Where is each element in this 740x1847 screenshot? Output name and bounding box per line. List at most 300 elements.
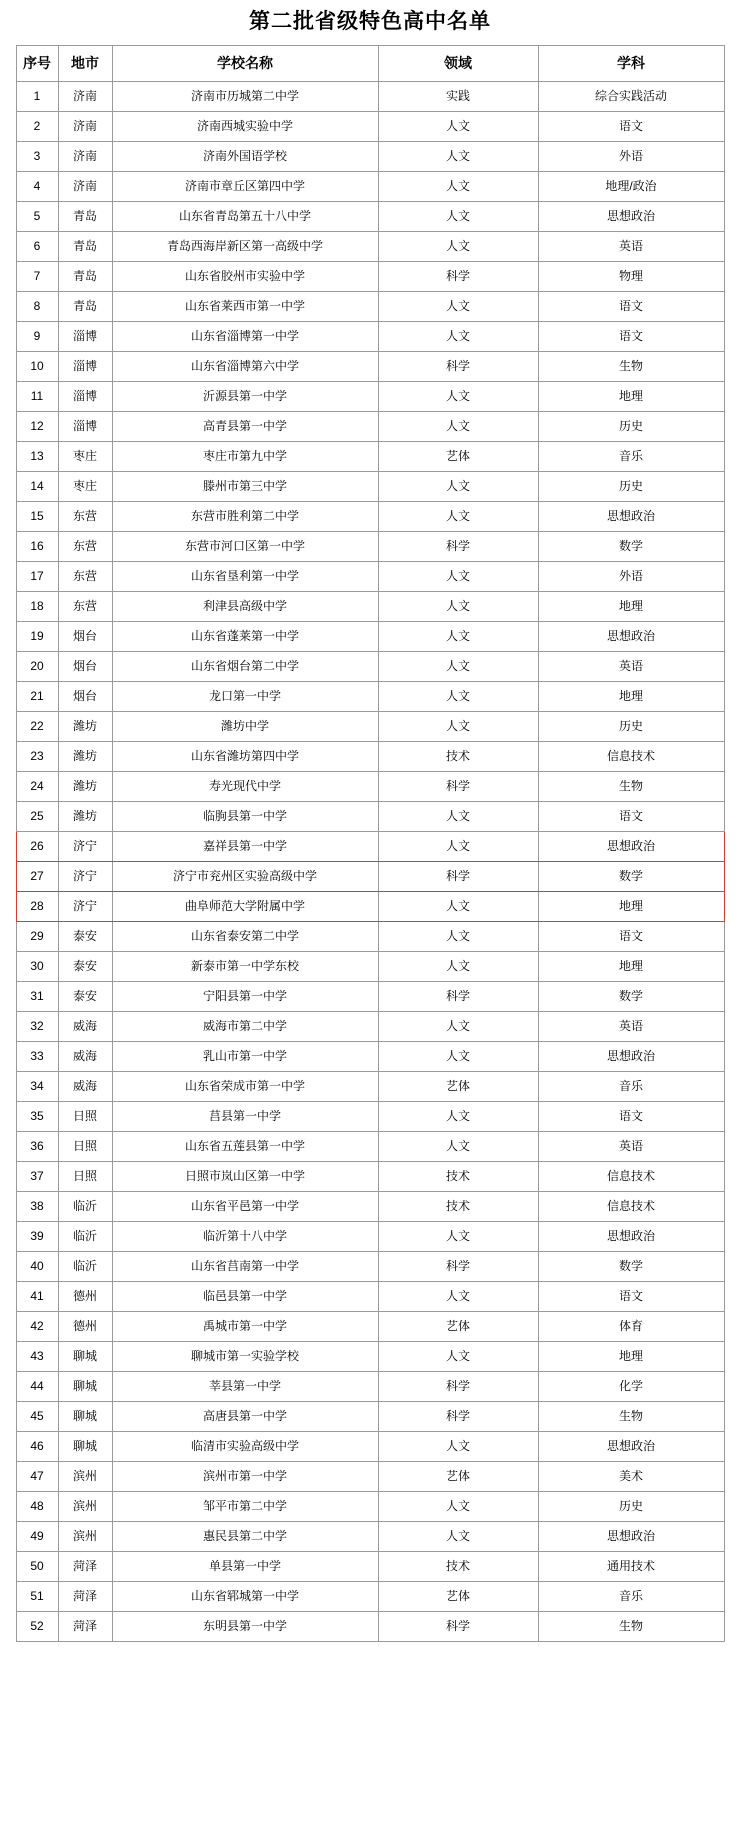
table-row bbox=[16, 142, 724, 172]
cell-subject: 语文 bbox=[538, 1282, 724, 1312]
cell-school: 山东省泰安第二中学 bbox=[112, 922, 378, 952]
table-row bbox=[16, 712, 724, 742]
table-row bbox=[16, 112, 724, 142]
cell-field: 科学 bbox=[378, 1372, 538, 1402]
cell-city: 济宁 bbox=[58, 832, 112, 862]
table-row bbox=[16, 1042, 724, 1072]
cell-school: 山东省平邑第一中学 bbox=[112, 1192, 378, 1222]
cell-field: 艺体 bbox=[378, 1312, 538, 1342]
cell-index: 9 bbox=[16, 322, 58, 352]
cell-subject: 数学 bbox=[538, 862, 724, 892]
cell-city: 枣庄 bbox=[58, 472, 112, 502]
cell-subject: 信息技术 bbox=[538, 742, 724, 772]
column-header-subject: 学科 bbox=[538, 46, 724, 82]
cell-city: 济南 bbox=[58, 112, 112, 142]
cell-field: 人文 bbox=[378, 832, 538, 862]
cell-school: 邹平市第二中学 bbox=[112, 1492, 378, 1522]
cell-school: 山东省郓城第一中学 bbox=[112, 1582, 378, 1612]
cell-subject: 生物 bbox=[538, 1402, 724, 1432]
table-row bbox=[16, 952, 724, 982]
cell-field: 科学 bbox=[378, 862, 538, 892]
table-row bbox=[16, 1372, 724, 1402]
cell-index: 31 bbox=[16, 982, 58, 1012]
table-header-row bbox=[16, 46, 724, 82]
cell-index: 45 bbox=[16, 1402, 58, 1432]
cell-index: 38 bbox=[16, 1192, 58, 1222]
cell-field: 人文 bbox=[378, 172, 538, 202]
table-row bbox=[16, 802, 724, 832]
cell-school: 威海市第二中学 bbox=[112, 1012, 378, 1042]
cell-subject: 地理 bbox=[538, 1342, 724, 1372]
cell-index: 26 bbox=[16, 832, 58, 862]
cell-city: 日照 bbox=[58, 1102, 112, 1132]
cell-index: 29 bbox=[16, 922, 58, 952]
cell-city: 德州 bbox=[58, 1312, 112, 1342]
cell-subject: 音乐 bbox=[538, 1582, 724, 1612]
cell-subject: 地理 bbox=[538, 952, 724, 982]
cell-field: 人文 bbox=[378, 1492, 538, 1522]
cell-city: 威海 bbox=[58, 1042, 112, 1072]
cell-field: 艺体 bbox=[378, 1072, 538, 1102]
cell-city: 青岛 bbox=[58, 262, 112, 292]
cell-school: 济南市历城第二中学 bbox=[112, 82, 378, 112]
table-row bbox=[16, 382, 724, 412]
cell-field: 科学 bbox=[378, 532, 538, 562]
table-row bbox=[16, 82, 724, 112]
cell-subject: 体育 bbox=[538, 1312, 724, 1342]
cell-school: 龙口第一中学 bbox=[112, 682, 378, 712]
cell-school: 莘县第一中学 bbox=[112, 1372, 378, 1402]
cell-index: 18 bbox=[16, 592, 58, 622]
cell-field: 人文 bbox=[378, 712, 538, 742]
cell-city: 菏泽 bbox=[58, 1552, 112, 1582]
cell-city: 烟台 bbox=[58, 682, 112, 712]
cell-subject: 语文 bbox=[538, 112, 724, 142]
cell-field: 人文 bbox=[378, 412, 538, 442]
cell-field: 人文 bbox=[378, 1342, 538, 1372]
cell-school: 济南外国语学校 bbox=[112, 142, 378, 172]
cell-index: 5 bbox=[16, 202, 58, 232]
table-body bbox=[16, 82, 724, 1642]
cell-school: 济南西城实验中学 bbox=[112, 112, 378, 142]
table-row bbox=[16, 1432, 724, 1462]
cell-subject: 语文 bbox=[538, 292, 724, 322]
cell-index: 4 bbox=[16, 172, 58, 202]
cell-subject: 生物 bbox=[538, 772, 724, 802]
table-row bbox=[16, 1222, 724, 1252]
cell-index: 52 bbox=[16, 1612, 58, 1642]
cell-city: 济南 bbox=[58, 172, 112, 202]
cell-subject: 英语 bbox=[538, 1132, 724, 1162]
cell-index: 34 bbox=[16, 1072, 58, 1102]
cell-subject: 地理 bbox=[538, 382, 724, 412]
cell-index: 12 bbox=[16, 412, 58, 442]
cell-subject: 英语 bbox=[538, 652, 724, 682]
cell-city: 潍坊 bbox=[58, 772, 112, 802]
table-row bbox=[16, 352, 724, 382]
cell-subject: 外语 bbox=[538, 562, 724, 592]
cell-subject: 思想政治 bbox=[538, 1522, 724, 1552]
cell-subject: 英语 bbox=[538, 232, 724, 262]
cell-field: 技术 bbox=[378, 1162, 538, 1192]
cell-index: 15 bbox=[16, 502, 58, 532]
table-row bbox=[16, 1552, 724, 1582]
cell-index: 23 bbox=[16, 742, 58, 772]
cell-school: 临朐县第一中学 bbox=[112, 802, 378, 832]
table-row bbox=[16, 1072, 724, 1102]
cell-field: 人文 bbox=[378, 892, 538, 922]
table-row bbox=[16, 1522, 724, 1552]
cell-subject: 地理 bbox=[538, 682, 724, 712]
cell-school: 山东省青岛第五十八中学 bbox=[112, 202, 378, 232]
table-row bbox=[16, 1012, 724, 1042]
cell-school: 乳山市第一中学 bbox=[112, 1042, 378, 1072]
table-row bbox=[16, 442, 724, 472]
cell-field: 人文 bbox=[378, 292, 538, 322]
cell-index: 33 bbox=[16, 1042, 58, 1072]
cell-school: 山东省烟台第二中学 bbox=[112, 652, 378, 682]
cell-subject: 历史 bbox=[538, 412, 724, 442]
cell-city: 聊城 bbox=[58, 1342, 112, 1372]
cell-index: 41 bbox=[16, 1282, 58, 1312]
table-row bbox=[16, 862, 724, 892]
table-row bbox=[16, 922, 724, 952]
cell-index: 10 bbox=[16, 352, 58, 382]
table-row bbox=[16, 1282, 724, 1312]
cell-school: 惠民县第二中学 bbox=[112, 1522, 378, 1552]
cell-school: 禹城市第一中学 bbox=[112, 1312, 378, 1342]
cell-subject: 美术 bbox=[538, 1462, 724, 1492]
cell-school: 单县第一中学 bbox=[112, 1552, 378, 1582]
cell-school: 高唐县第一中学 bbox=[112, 1402, 378, 1432]
cell-index: 44 bbox=[16, 1372, 58, 1402]
cell-school: 宁阳县第一中学 bbox=[112, 982, 378, 1012]
cell-field: 科学 bbox=[378, 1612, 538, 1642]
cell-city: 烟台 bbox=[58, 652, 112, 682]
cell-school: 东营市河口区第一中学 bbox=[112, 532, 378, 562]
cell-city: 枣庄 bbox=[58, 442, 112, 472]
cell-city: 聊城 bbox=[58, 1402, 112, 1432]
table-row bbox=[16, 1162, 724, 1192]
cell-city: 潍坊 bbox=[58, 712, 112, 742]
cell-city: 青岛 bbox=[58, 292, 112, 322]
cell-field: 技术 bbox=[378, 742, 538, 772]
cell-school: 济南市章丘区第四中学 bbox=[112, 172, 378, 202]
cell-school: 山东省胶州市实验中学 bbox=[112, 262, 378, 292]
cell-school: 山东省莱西市第一中学 bbox=[112, 292, 378, 322]
table-row bbox=[16, 1132, 724, 1162]
cell-field: 艺体 bbox=[378, 1582, 538, 1612]
cell-school: 滨州市第一中学 bbox=[112, 1462, 378, 1492]
cell-subject: 历史 bbox=[538, 472, 724, 502]
cell-subject: 思想政治 bbox=[538, 502, 724, 532]
cell-school: 山东省潍坊第四中学 bbox=[112, 742, 378, 772]
cell-school: 临沂第十八中学 bbox=[112, 1222, 378, 1252]
table-row bbox=[16, 172, 724, 202]
cell-index: 14 bbox=[16, 472, 58, 502]
cell-school: 临邑县第一中学 bbox=[112, 1282, 378, 1312]
cell-subject: 语文 bbox=[538, 322, 724, 352]
cell-subject: 地理/政治 bbox=[538, 172, 724, 202]
cell-school: 利津县高级中学 bbox=[112, 592, 378, 622]
cell-school: 莒县第一中学 bbox=[112, 1102, 378, 1132]
cell-field: 人文 bbox=[378, 382, 538, 412]
cell-subject: 化学 bbox=[538, 1372, 724, 1402]
cell-field: 人文 bbox=[378, 232, 538, 262]
cell-index: 51 bbox=[16, 1582, 58, 1612]
cell-school: 高青县第一中学 bbox=[112, 412, 378, 442]
table-row bbox=[16, 562, 724, 592]
cell-index: 36 bbox=[16, 1132, 58, 1162]
cell-subject: 思想政治 bbox=[538, 1042, 724, 1072]
cell-city: 淄博 bbox=[58, 382, 112, 412]
special-high-school-list-table bbox=[16, 45, 725, 1642]
cell-school: 临清市实验高级中学 bbox=[112, 1432, 378, 1462]
cell-index: 6 bbox=[16, 232, 58, 262]
table-row bbox=[16, 412, 724, 442]
cell-field: 人文 bbox=[378, 682, 538, 712]
cell-school: 滕州市第三中学 bbox=[112, 472, 378, 502]
cell-field: 科学 bbox=[378, 772, 538, 802]
cell-city: 德州 bbox=[58, 1282, 112, 1312]
table-row bbox=[16, 1402, 724, 1432]
table-row bbox=[16, 292, 724, 322]
cell-city: 淄博 bbox=[58, 412, 112, 442]
cell-subject: 物理 bbox=[538, 262, 724, 292]
table-row bbox=[16, 742, 724, 772]
cell-subject: 英语 bbox=[538, 1012, 724, 1042]
cell-city: 东营 bbox=[58, 592, 112, 622]
cell-field: 人文 bbox=[378, 562, 538, 592]
table-row bbox=[16, 502, 724, 532]
cell-city: 临沂 bbox=[58, 1222, 112, 1252]
table-row bbox=[16, 772, 724, 802]
cell-school: 沂源县第一中学 bbox=[112, 382, 378, 412]
table-row bbox=[16, 322, 724, 352]
table-row bbox=[16, 1102, 724, 1132]
cell-subject: 生物 bbox=[538, 1612, 724, 1642]
cell-subject: 生物 bbox=[538, 352, 724, 382]
cell-city: 潍坊 bbox=[58, 742, 112, 772]
cell-index: 46 bbox=[16, 1432, 58, 1462]
cell-field: 人文 bbox=[378, 1522, 538, 1552]
cell-city: 东营 bbox=[58, 532, 112, 562]
cell-field: 实践 bbox=[378, 82, 538, 112]
cell-index: 43 bbox=[16, 1342, 58, 1372]
cell-index: 37 bbox=[16, 1162, 58, 1192]
cell-index: 39 bbox=[16, 1222, 58, 1252]
table-row bbox=[16, 1462, 724, 1492]
cell-index: 32 bbox=[16, 1012, 58, 1042]
cell-index: 11 bbox=[16, 382, 58, 412]
cell-field: 艺体 bbox=[378, 442, 538, 472]
cell-school: 聊城市第一实验学校 bbox=[112, 1342, 378, 1372]
cell-subject: 历史 bbox=[538, 1492, 724, 1522]
page-title: 第二批省级特色高中名单 bbox=[249, 10, 491, 33]
cell-subject: 数学 bbox=[538, 982, 724, 1012]
cell-city: 威海 bbox=[58, 1012, 112, 1042]
cell-field: 人文 bbox=[378, 502, 538, 532]
cell-school: 山东省淄博第六中学 bbox=[112, 352, 378, 382]
cell-field: 人文 bbox=[378, 922, 538, 952]
cell-city: 日照 bbox=[58, 1162, 112, 1192]
table-row bbox=[16, 652, 724, 682]
table-row bbox=[16, 892, 724, 922]
cell-city: 泰安 bbox=[58, 922, 112, 952]
cell-field: 科学 bbox=[378, 1402, 538, 1432]
cell-field: 人文 bbox=[378, 1222, 538, 1252]
cell-index: 16 bbox=[16, 532, 58, 562]
cell-index: 40 bbox=[16, 1252, 58, 1282]
cell-field: 人文 bbox=[378, 802, 538, 832]
table-row bbox=[16, 1342, 724, 1372]
cell-city: 东营 bbox=[58, 502, 112, 532]
cell-index: 50 bbox=[16, 1552, 58, 1582]
cell-subject: 信息技术 bbox=[538, 1192, 724, 1222]
cell-city: 滨州 bbox=[58, 1522, 112, 1552]
table-row bbox=[16, 592, 724, 622]
cell-subject: 地理 bbox=[538, 892, 724, 922]
cell-city: 济宁 bbox=[58, 892, 112, 922]
cell-city: 临沂 bbox=[58, 1192, 112, 1222]
cell-field: 人文 bbox=[378, 1042, 538, 1072]
cell-field: 人文 bbox=[378, 472, 538, 502]
table-row bbox=[16, 1582, 724, 1612]
cell-field: 人文 bbox=[378, 952, 538, 982]
table-row bbox=[16, 622, 724, 652]
cell-field: 人文 bbox=[378, 1012, 538, 1042]
cell-subject: 语文 bbox=[538, 922, 724, 952]
cell-field: 人文 bbox=[378, 622, 538, 652]
cell-field: 人文 bbox=[378, 322, 538, 352]
cell-index: 3 bbox=[16, 142, 58, 172]
cell-subject: 历史 bbox=[538, 712, 724, 742]
table-row bbox=[16, 1492, 724, 1522]
table-row bbox=[16, 472, 724, 502]
cell-field: 科学 bbox=[378, 982, 538, 1012]
cell-index: 2 bbox=[16, 112, 58, 142]
table-row bbox=[16, 262, 724, 292]
cell-school: 青岛西海岸新区第一高级中学 bbox=[112, 232, 378, 262]
cell-index: 19 bbox=[16, 622, 58, 652]
table-row bbox=[16, 982, 724, 1012]
cell-index: 13 bbox=[16, 442, 58, 472]
cell-index: 30 bbox=[16, 952, 58, 982]
table-row bbox=[16, 1252, 724, 1282]
cell-field: 人文 bbox=[378, 1282, 538, 1312]
cell-school: 潍坊中学 bbox=[112, 712, 378, 742]
cell-index: 7 bbox=[16, 262, 58, 292]
cell-city: 淄博 bbox=[58, 352, 112, 382]
cell-city: 淄博 bbox=[58, 322, 112, 352]
cell-city: 临沂 bbox=[58, 1252, 112, 1282]
cell-field: 人文 bbox=[378, 652, 538, 682]
cell-index: 1 bbox=[16, 82, 58, 112]
cell-subject: 综合实践活动 bbox=[538, 82, 724, 112]
cell-field: 人文 bbox=[378, 1102, 538, 1132]
cell-city: 东营 bbox=[58, 562, 112, 592]
cell-subject: 通用技术 bbox=[538, 1552, 724, 1582]
cell-city: 聊城 bbox=[58, 1372, 112, 1402]
cell-subject: 音乐 bbox=[538, 442, 724, 472]
cell-school: 山东省莒南第一中学 bbox=[112, 1252, 378, 1282]
table-row bbox=[16, 232, 724, 262]
cell-school: 山东省淄博第一中学 bbox=[112, 322, 378, 352]
table-row bbox=[16, 682, 724, 712]
cell-school: 山东省垦利第一中学 bbox=[112, 562, 378, 592]
cell-subject: 信息技术 bbox=[538, 1162, 724, 1192]
cell-index: 28 bbox=[16, 892, 58, 922]
cell-field: 科学 bbox=[378, 262, 538, 292]
cell-city: 青岛 bbox=[58, 202, 112, 232]
table-row bbox=[16, 532, 724, 562]
cell-city: 济南 bbox=[58, 142, 112, 172]
cell-subject: 思想政治 bbox=[538, 1222, 724, 1252]
cell-field: 艺体 bbox=[378, 1462, 538, 1492]
cell-field: 人文 bbox=[378, 112, 538, 142]
cell-index: 47 bbox=[16, 1462, 58, 1492]
cell-subject: 数学 bbox=[538, 532, 724, 562]
cell-city: 滨州 bbox=[58, 1492, 112, 1522]
cell-field: 科学 bbox=[378, 352, 538, 382]
cell-field: 人文 bbox=[378, 592, 538, 622]
table-row bbox=[16, 1312, 724, 1342]
cell-school: 日照市岚山区第一中学 bbox=[112, 1162, 378, 1192]
cell-index: 20 bbox=[16, 652, 58, 682]
cell-field: 人文 bbox=[378, 202, 538, 232]
cell-subject: 外语 bbox=[538, 142, 724, 172]
table-row bbox=[16, 202, 724, 232]
cell-city: 泰安 bbox=[58, 952, 112, 982]
cell-subject: 思想政治 bbox=[538, 832, 724, 862]
cell-subject: 音乐 bbox=[538, 1072, 724, 1102]
cell-school: 嘉祥县第一中学 bbox=[112, 832, 378, 862]
cell-subject: 思想政治 bbox=[538, 1432, 724, 1462]
cell-index: 48 bbox=[16, 1492, 58, 1522]
cell-city: 菏泽 bbox=[58, 1582, 112, 1612]
cell-city: 聊城 bbox=[58, 1432, 112, 1462]
cell-subject: 语文 bbox=[538, 802, 724, 832]
cell-index: 25 bbox=[16, 802, 58, 832]
column-header-city: 地市 bbox=[58, 46, 112, 82]
cell-index: 22 bbox=[16, 712, 58, 742]
cell-city: 菏泽 bbox=[58, 1612, 112, 1642]
cell-city: 威海 bbox=[58, 1072, 112, 1102]
cell-city: 青岛 bbox=[58, 232, 112, 262]
cell-city: 滨州 bbox=[58, 1462, 112, 1492]
column-header-index: 序号 bbox=[16, 46, 58, 82]
cell-field: 科学 bbox=[378, 1252, 538, 1282]
cell-school: 山东省荣成市第一中学 bbox=[112, 1072, 378, 1102]
cell-subject: 语文 bbox=[538, 1102, 724, 1132]
cell-school: 新泰市第一中学东校 bbox=[112, 952, 378, 982]
cell-city: 泰安 bbox=[58, 982, 112, 1012]
table-row bbox=[16, 832, 724, 862]
cell-school: 济宁市兖州区实验高级中学 bbox=[112, 862, 378, 892]
cell-field: 技术 bbox=[378, 1192, 538, 1222]
cell-subject: 地理 bbox=[538, 592, 724, 622]
cell-school: 山东省五莲县第一中学 bbox=[112, 1132, 378, 1162]
cell-index: 35 bbox=[16, 1102, 58, 1132]
cell-subject: 数学 bbox=[538, 1252, 724, 1282]
cell-index: 49 bbox=[16, 1522, 58, 1552]
column-header-field: 领域 bbox=[378, 46, 538, 82]
cell-field: 人文 bbox=[378, 1132, 538, 1162]
cell-index: 27 bbox=[16, 862, 58, 892]
cell-index: 42 bbox=[16, 1312, 58, 1342]
cell-school: 山东省蓬莱第一中学 bbox=[112, 622, 378, 652]
table-row bbox=[16, 1612, 724, 1642]
